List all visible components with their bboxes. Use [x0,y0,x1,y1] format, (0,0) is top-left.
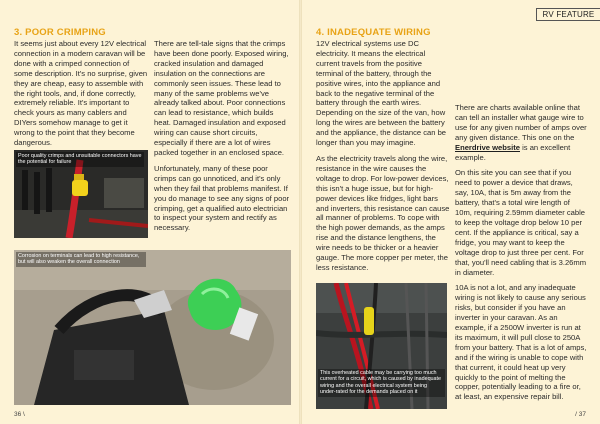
column-4 [455,103,587,408]
section-tag: RV FEATURE [536,8,600,21]
column-2-paragraph: There are tell-tale signs that the crimps have been done poorly. Exposed wiring, cracked insulation and damaged insulation on the connections are commonly seen issues. These lead to many of the same problems we've already talked about. Poor connections can lead to resistance, which builds heat. Damaged insulation and exposed wiring can cause short circuits, especially if there are a lot of wires packed together in an enclosed space. [154,39,289,157]
page-number-right: / 37 [575,411,586,418]
heading-inadequate-wiring: 4. INADEQUATE WIRING [316,27,431,38]
photo-caption: Poor quality crimps and unsuitable connectors have the potential for failure [16,152,144,167]
enerdrive-website-link[interactable]: Enerdrive website [455,142,520,152]
column-2-paragraph: Unfortunately, many of these poor crimps can go unnoticed, and it's only when they fail that problems manifest. If you do manage to see any signs of poor crimping, get a qualified auto electrician to inspect your system and rectify as necessary. [154,163,290,233]
column-4-paragraph: On this site you can see that if you need to power a device that draws, say, 10A, that is 5m away from the battery, that's a total wire length of 10m, requiring 2.59mm diameter cable to keep the voltage drop below 10 per cent. If the appliance is critical, say a fridge, you may want to keep the voltage drop to just three per cent. For that, you'll need cabling that is 3.26mm in diameter. [455,168,587,277]
page-gutter [299,0,302,424]
column-4-intro-text: There are charts available online that can tell an installer what gauge wire to use for any given number of amps over any given distance. This one on the [455,103,587,142]
page-number-left: 36 \ [14,411,25,418]
column-1 [14,39,148,154]
photo-corroded-terminal [14,250,291,405]
photo-caption: This overheated cable may be carrying too much current for a circuit, which is caused by inadequate wiring and the overall electrical system being under-rated for the demands placed on it [318,369,445,397]
column-3 [316,39,450,279]
photo-overheated-cable [316,283,447,409]
column-4-intro-text-end: is an excellent example. [455,142,571,162]
column-2 [154,39,292,239]
heading-poor-crimping: 3. POOR CRIMPING [14,27,106,38]
column-4-paragraph: 10A is not a lot, and any inadequate wiring is not likely to cause any serious risks, but consider if you have an inverter in your caravan. As an example, if a 2500W inverter is run at its maximum, it will pull close to 250A from your battery. That is a lot of amps, and if the wiring is unable to cope with that current, it could heat up very quickly to the point of melting the copper, potentially leading to a fire or, at least, an expensive repair bill. [455,283,587,402]
photo-caption: Corrosion on terminals can lead to high resistance, but will also weaken the overall connection [16,252,146,267]
photo-poor-crimps [14,150,148,238]
column-1-paragraph: It seems just about every 12V electrical connection in a modern caravan will be done with a crimped connection of some description. It's no surprise, given they are cheap, easy to assemble with the right tools, and, if done correctly, extremely reliable. It's important to check yours as many cablers and DIYers somehow manage to get it wrong to the point that they become dangerous. [14,39,148,148]
column-3-paragraph: 12V electrical systems use DC electricity. It means the electrical current travels from the positive terminal of the battery, through the positive wires, into the appliance and back to the negative terminal of the battery through the earth wires. Depending on the size of the van, how long the wires are between the battery and the appliance, the distance can be longer than you may imagine. [316,39,447,148]
column-3-paragraph: As the electricity travels along the wire, resistance in the wire causes the voltage to drop. For low-power devices, this isn't a huge issue, but for high-power devices like fridges, light bars and inverters, this resistance can cause all manner of problems. To cope with the high power demands, as the amps rise and the distance lengthens, the wire needs to be thicker or a heavier gauge. The more copper per meter, the less resistance. [316,153,450,272]
photo-corroded-terminal-image [14,250,291,405]
column-4-intro [455,103,587,162]
